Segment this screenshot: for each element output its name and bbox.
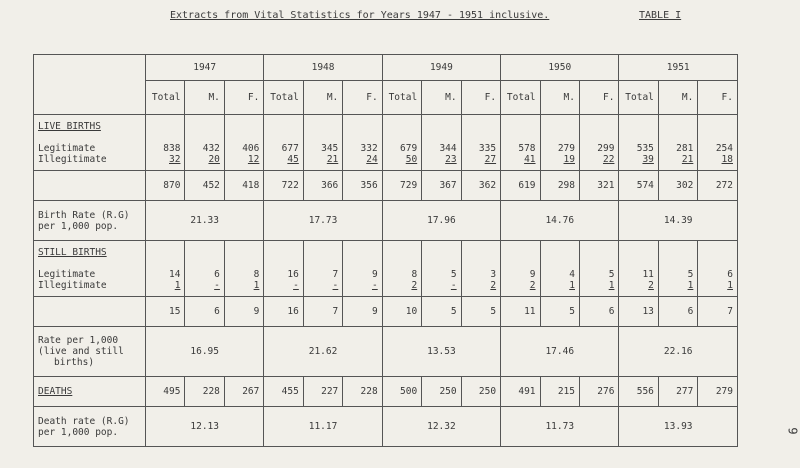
still-births-total-row xyxy=(34,297,738,327)
deaths-cell: 455 xyxy=(264,377,303,407)
illegitimate-label: Illegitimate xyxy=(38,279,107,291)
birth-rate-value: 21.33 xyxy=(146,201,264,241)
still-legit-illegit-cell: 6 1 xyxy=(698,241,738,297)
vital-statistics-table xyxy=(33,54,738,447)
live-legit-illegit-cell: 344 23 xyxy=(422,115,461,171)
still-births-row xyxy=(34,241,738,297)
subheader-female: F. xyxy=(579,81,618,115)
birth-rate-value: 17.96 xyxy=(382,201,500,241)
live-total-cell: 619 xyxy=(501,171,540,201)
document-header xyxy=(0,10,800,26)
deaths-cell: 500 xyxy=(382,377,421,407)
birth-rate-value: 17.73 xyxy=(264,201,382,241)
deaths-cell: 227 xyxy=(303,377,342,407)
still-legit-illegit-cell: 14 1 xyxy=(146,241,185,297)
live-legit-illegit-cell: 677 45 xyxy=(264,115,303,171)
subheader-total: Total xyxy=(264,81,303,115)
subheader-female: F. xyxy=(698,81,738,115)
death-rate-value: 13.93 xyxy=(619,407,738,447)
still-legit-illegit-cell: 11 2 xyxy=(619,241,658,297)
subheader-male: M. xyxy=(658,81,697,115)
live-births-total-row xyxy=(34,171,738,201)
live-births-row xyxy=(34,115,738,171)
birth-rate-row xyxy=(34,201,738,241)
still-rate-value: 17.46 xyxy=(501,327,619,377)
live-total-cell: 272 xyxy=(698,171,738,201)
still-rate-value: 21.62 xyxy=(264,327,382,377)
still-total-cell: 6 xyxy=(185,297,224,327)
still-rate-value: 13.53 xyxy=(382,327,500,377)
live-legit-illegit-cell: 679 50 xyxy=(382,115,421,171)
still-total-cell: 5 xyxy=(422,297,461,327)
live-legit-illegit-cell: 578 41 xyxy=(501,115,540,171)
year-header-1949: 1949 xyxy=(382,55,500,81)
deaths-cell: 491 xyxy=(501,377,540,407)
live-total-cell: 362 xyxy=(461,171,500,201)
still-total-cell: 5 xyxy=(461,297,500,327)
still-total-cell: 13 xyxy=(619,297,658,327)
still-legit-illegit-cell: 6 - xyxy=(185,241,224,297)
still-legit-illegit-cell: 3 2 xyxy=(461,241,500,297)
death-rate-value: 12.13 xyxy=(146,407,264,447)
table-label: TABLE I xyxy=(639,10,682,21)
subheader-male: M. xyxy=(422,81,461,115)
deaths-label: DEATHS xyxy=(34,377,146,407)
live-legit-illegit-cell: 838 32 xyxy=(146,115,185,171)
deaths-cell: 250 xyxy=(461,377,500,407)
live-total-cell: 870 xyxy=(146,171,185,201)
live-legit-illegit-cell: 535 39 xyxy=(619,115,658,171)
still-births-total-label xyxy=(34,297,146,327)
still-rate-row xyxy=(34,327,738,377)
deaths-cell: 279 xyxy=(698,377,738,407)
still-legit-illegit-cell: 7 - xyxy=(303,241,342,297)
still-total-cell: 6 xyxy=(658,297,697,327)
live-total-cell: 418 xyxy=(224,171,263,201)
death-rate-value: 12.32 xyxy=(382,407,500,447)
legitimate-label: Legitimate xyxy=(38,142,96,154)
year-header-1950: 1950 xyxy=(501,55,619,81)
live-births-label xyxy=(34,115,146,171)
live-legit-illegit-cell: 406 12 xyxy=(224,115,263,171)
live-births-total-label xyxy=(34,171,146,201)
still-legit-illegit-cell: 5 - xyxy=(422,241,461,297)
still-legit-illegit-cell: 9 2 xyxy=(501,241,540,297)
illegitimate-label: Illegitimate xyxy=(38,153,107,165)
deaths-row xyxy=(34,377,738,407)
live-total-cell: 366 xyxy=(303,171,342,201)
page-number: 9 xyxy=(785,427,800,435)
document-title: Extracts from Vital Statistics for Years 1947 - 1951 inclusive. xyxy=(170,10,550,21)
year-header-1947: 1947 xyxy=(146,55,264,81)
deaths-cell: 228 xyxy=(185,377,224,407)
live-total-cell: 729 xyxy=(382,171,421,201)
still-total-cell: 9 xyxy=(343,297,382,327)
subheader-male: M. xyxy=(303,81,342,115)
birth-rate-value: 14.39 xyxy=(619,201,738,241)
deaths-cell: 228 xyxy=(343,377,382,407)
death-rate-label: Death rate (R.G) per 1,000 pop. xyxy=(34,407,146,447)
live-total-cell: 356 xyxy=(343,171,382,201)
still-legit-illegit-cell: 16 - xyxy=(264,241,303,297)
subheader-male: M. xyxy=(185,81,224,115)
still-legit-illegit-cell: 5 1 xyxy=(579,241,618,297)
still-births-heading: STILL BIRTHS xyxy=(38,246,107,258)
death-rate-value: 11.73 xyxy=(501,407,619,447)
live-total-cell: 298 xyxy=(540,171,579,201)
still-total-cell: 7 xyxy=(698,297,738,327)
live-legit-illegit-cell: 345 21 xyxy=(303,115,342,171)
death-rate-value: 11.17 xyxy=(264,407,382,447)
live-legit-illegit-cell: 254 18 xyxy=(698,115,738,171)
live-total-cell: 321 xyxy=(579,171,618,201)
deaths-cell: 277 xyxy=(658,377,697,407)
still-total-cell: 7 xyxy=(303,297,342,327)
year-header-1948: 1948 xyxy=(264,55,382,81)
still-rate-value: 16.95 xyxy=(146,327,264,377)
year-header-1951: 1951 xyxy=(619,55,738,81)
still-total-cell: 15 xyxy=(146,297,185,327)
live-legit-illegit-cell: 281 21 xyxy=(658,115,697,171)
subheader-total: Total xyxy=(146,81,185,115)
birth-rate-value: 14.76 xyxy=(501,201,619,241)
subheader-total: Total xyxy=(619,81,658,115)
still-rate-label: Rate per 1,000 (live and still births) xyxy=(34,327,146,377)
still-total-cell: 6 xyxy=(579,297,618,327)
birth-rate-label: Birth Rate (R.G) per 1,000 pop. xyxy=(34,201,146,241)
live-total-cell: 367 xyxy=(422,171,461,201)
deaths-cell: 556 xyxy=(619,377,658,407)
still-total-cell: 5 xyxy=(540,297,579,327)
still-rate-value: 22.16 xyxy=(619,327,738,377)
still-births-label xyxy=(34,241,146,297)
subheader-female: F. xyxy=(224,81,263,115)
still-total-cell: 9 xyxy=(224,297,263,327)
deaths-cell: 495 xyxy=(146,377,185,407)
still-total-cell: 10 xyxy=(382,297,421,327)
live-legit-illegit-cell: 432 20 xyxy=(185,115,224,171)
deaths-cell: 250 xyxy=(422,377,461,407)
subheader-male: M. xyxy=(540,81,579,115)
subheader-total: Total xyxy=(382,81,421,115)
subheader-total: Total xyxy=(501,81,540,115)
live-legit-illegit-cell: 332 24 xyxy=(343,115,382,171)
still-legit-illegit-cell: 5 1 xyxy=(658,241,697,297)
live-legit-illegit-cell: 335 27 xyxy=(461,115,500,171)
live-total-cell: 452 xyxy=(185,171,224,201)
legitimate-label: Legitimate xyxy=(38,268,96,280)
death-rate-row xyxy=(34,407,738,447)
live-total-cell: 574 xyxy=(619,171,658,201)
year-header-row xyxy=(34,55,738,81)
still-total-cell: 16 xyxy=(264,297,303,327)
subheader-female: F. xyxy=(461,81,500,115)
subheader-female: F. xyxy=(343,81,382,115)
live-legit-illegit-cell: 279 19 xyxy=(540,115,579,171)
deaths-cell: 267 xyxy=(224,377,263,407)
still-legit-illegit-cell: 9 - xyxy=(343,241,382,297)
live-legit-illegit-cell: 299 22 xyxy=(579,115,618,171)
live-births-heading: LIVE BIRTHS xyxy=(38,120,101,132)
still-total-cell: 11 xyxy=(501,297,540,327)
deaths-cell: 276 xyxy=(579,377,618,407)
live-total-cell: 302 xyxy=(658,171,697,201)
corner-cell xyxy=(34,55,146,115)
live-total-cell: 722 xyxy=(264,171,303,201)
still-legit-illegit-cell: 4 1 xyxy=(540,241,579,297)
still-legit-illegit-cell: 8 1 xyxy=(224,241,263,297)
still-legit-illegit-cell: 8 2 xyxy=(382,241,421,297)
deaths-cell: 215 xyxy=(540,377,579,407)
